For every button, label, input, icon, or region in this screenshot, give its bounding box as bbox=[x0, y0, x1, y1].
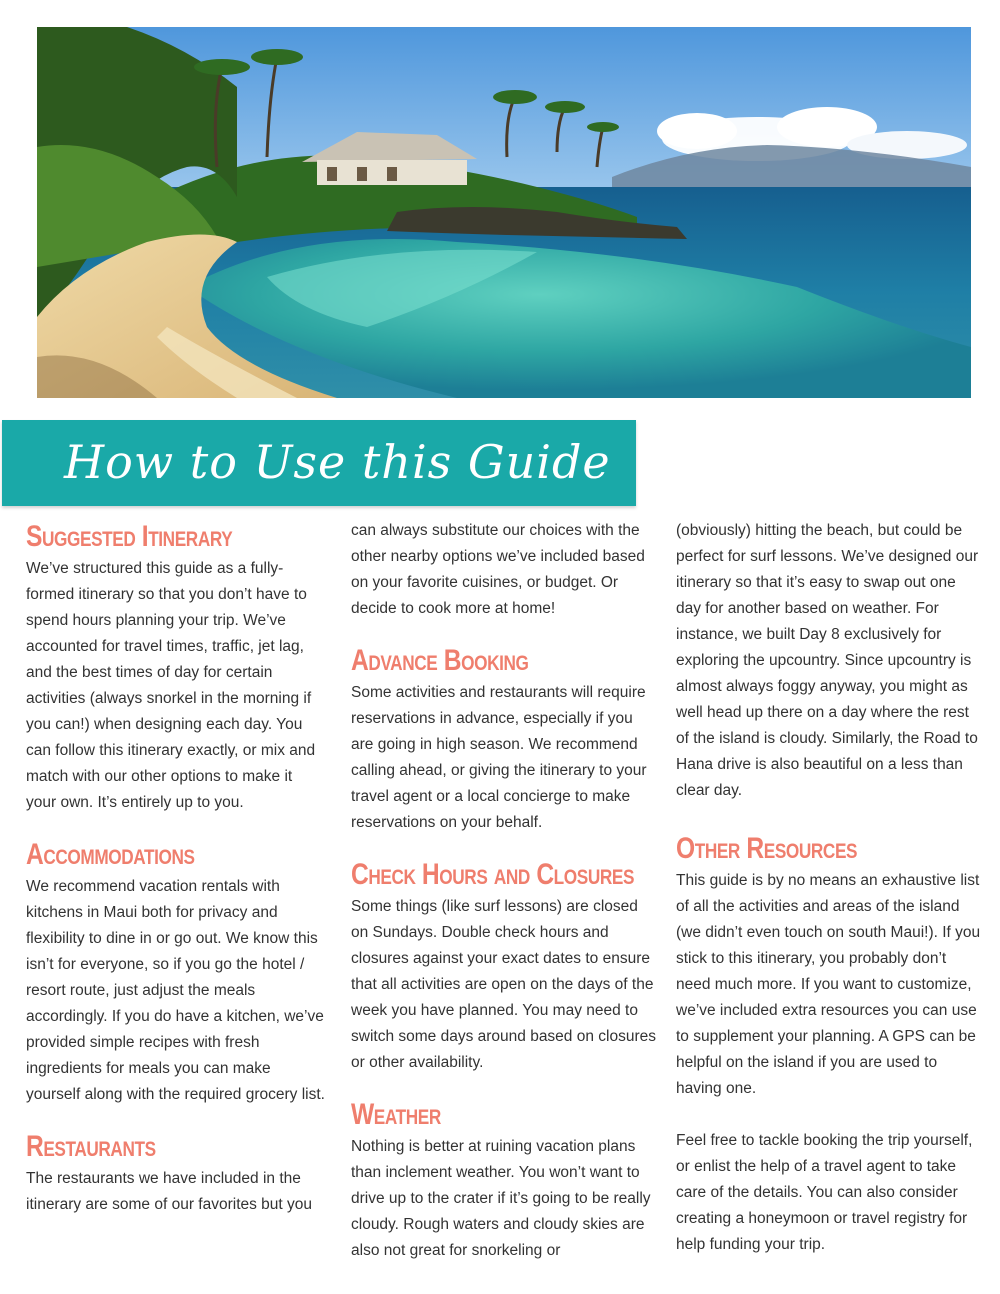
page-title: How to Use this Guide bbox=[64, 435, 611, 489]
accommodations-text: We recommend vacation rentals with kitchens in Maui both for privacy and flexibility to dine in or go out. We know this isn’t for everyone, so if you go the hotel / resort route, just adjust the meals accordingly. If you do have a kitchen, we’ve provided simple recipes with fresh ingredients for meals you can make yourself along with the required grocery list. bbox=[26, 878, 325, 1103]
advance-booking-text: Some activities and restaurants will require reservations in advance, especially if you are going in high season. We recommend calling ahead, or giving the itinerary to your travel agent or a local concierge to make reservations on your behalf. bbox=[351, 684, 647, 831]
heading-weather: Weather bbox=[351, 1098, 441, 1131]
beach-photo-icon bbox=[37, 27, 971, 398]
heading-other-resources: Other Resources bbox=[676, 832, 858, 865]
itinerary-text: We’ve structured this guide as a fully-formed itinerary so that you don’t have to spend hours planning your trip. We’ve accounted for travel times, traffic, jet lag, and the best times of day for certain activities (always snorkel in the morning if you can!) when designing each day. You can follow this itinerary exactly, or mix and match with our other options to make it your own. It’s entirely up to you. bbox=[26, 560, 316, 811]
other-resources-text: This guide is by no means an exhaustive list of all the activities and areas of the island (we didn’t even touch on south Maui!). If you stick to this itinerary, you probably don’t need much more. If you want to customize, we’ve included extra resources you can use to supplement your planning. A GPS can be helpful on the island if you are used to having one. bbox=[676, 872, 981, 1097]
restaurants-text-part2: can always substitute our choices with the other nearby options we’ve included based on your favorite cuisines, or budget. Or decide to cook more at home! bbox=[351, 522, 645, 617]
hours-closures-text: Some things (like surf lessons) are closed on Sundays. Double check hours and closures against your exact dates to ensure that all activities are open on the days of the week you have planned. You may need to switch some days around based on closures or other availability. bbox=[351, 898, 656, 1071]
other-resources-text-2: Feel free to tackle booking the trip yourself, or enlist the help of a travel agent to take care of the details. You can also consider creating a honeymoon or travel registry for help funding your trip. bbox=[676, 1132, 973, 1253]
title-banner bbox=[2, 420, 636, 506]
weather-text-part1: Nothing is better at ruining vacation plans than inclement weather. You won’t want to drive up to the crater if it’s going to be really cloudy. Rough waters and cloudy skies are also not great for snorkeling or bbox=[351, 1138, 651, 1259]
heading-check-hours-closures: Check Hours and Closures bbox=[351, 858, 635, 891]
weather-text-part2: (obviously) hitting the beach, but could be perfect for surf lessons. We’ve designed our itinerary so that it’s easy to swap out one day for another based on weather. For instance, we built Day 8 exclusively for exploring the upcountry. Since upcountry is almost always foggy anyway, you might as well head up there on a day where the rest of the island is cloudy. Similarly, the Road to Hana drive is also beautiful on a less than clear day. bbox=[676, 522, 979, 799]
column-middle bbox=[351, 518, 657, 1264]
heading-suggested-itinerary: Suggested Itinerary bbox=[26, 520, 233, 553]
column-left bbox=[26, 518, 326, 1218]
column-right bbox=[676, 518, 982, 1258]
restaurants-text-part1: The restaurants we have included in the itinerary are some of our favorites but you bbox=[26, 1170, 313, 1213]
heading-advance-booking: Advance Booking bbox=[351, 644, 529, 677]
heading-restaurants: Restaurants bbox=[26, 1130, 156, 1163]
heading-accommodations: Accommodations bbox=[26, 838, 195, 871]
hero-beach-photo bbox=[37, 27, 971, 398]
